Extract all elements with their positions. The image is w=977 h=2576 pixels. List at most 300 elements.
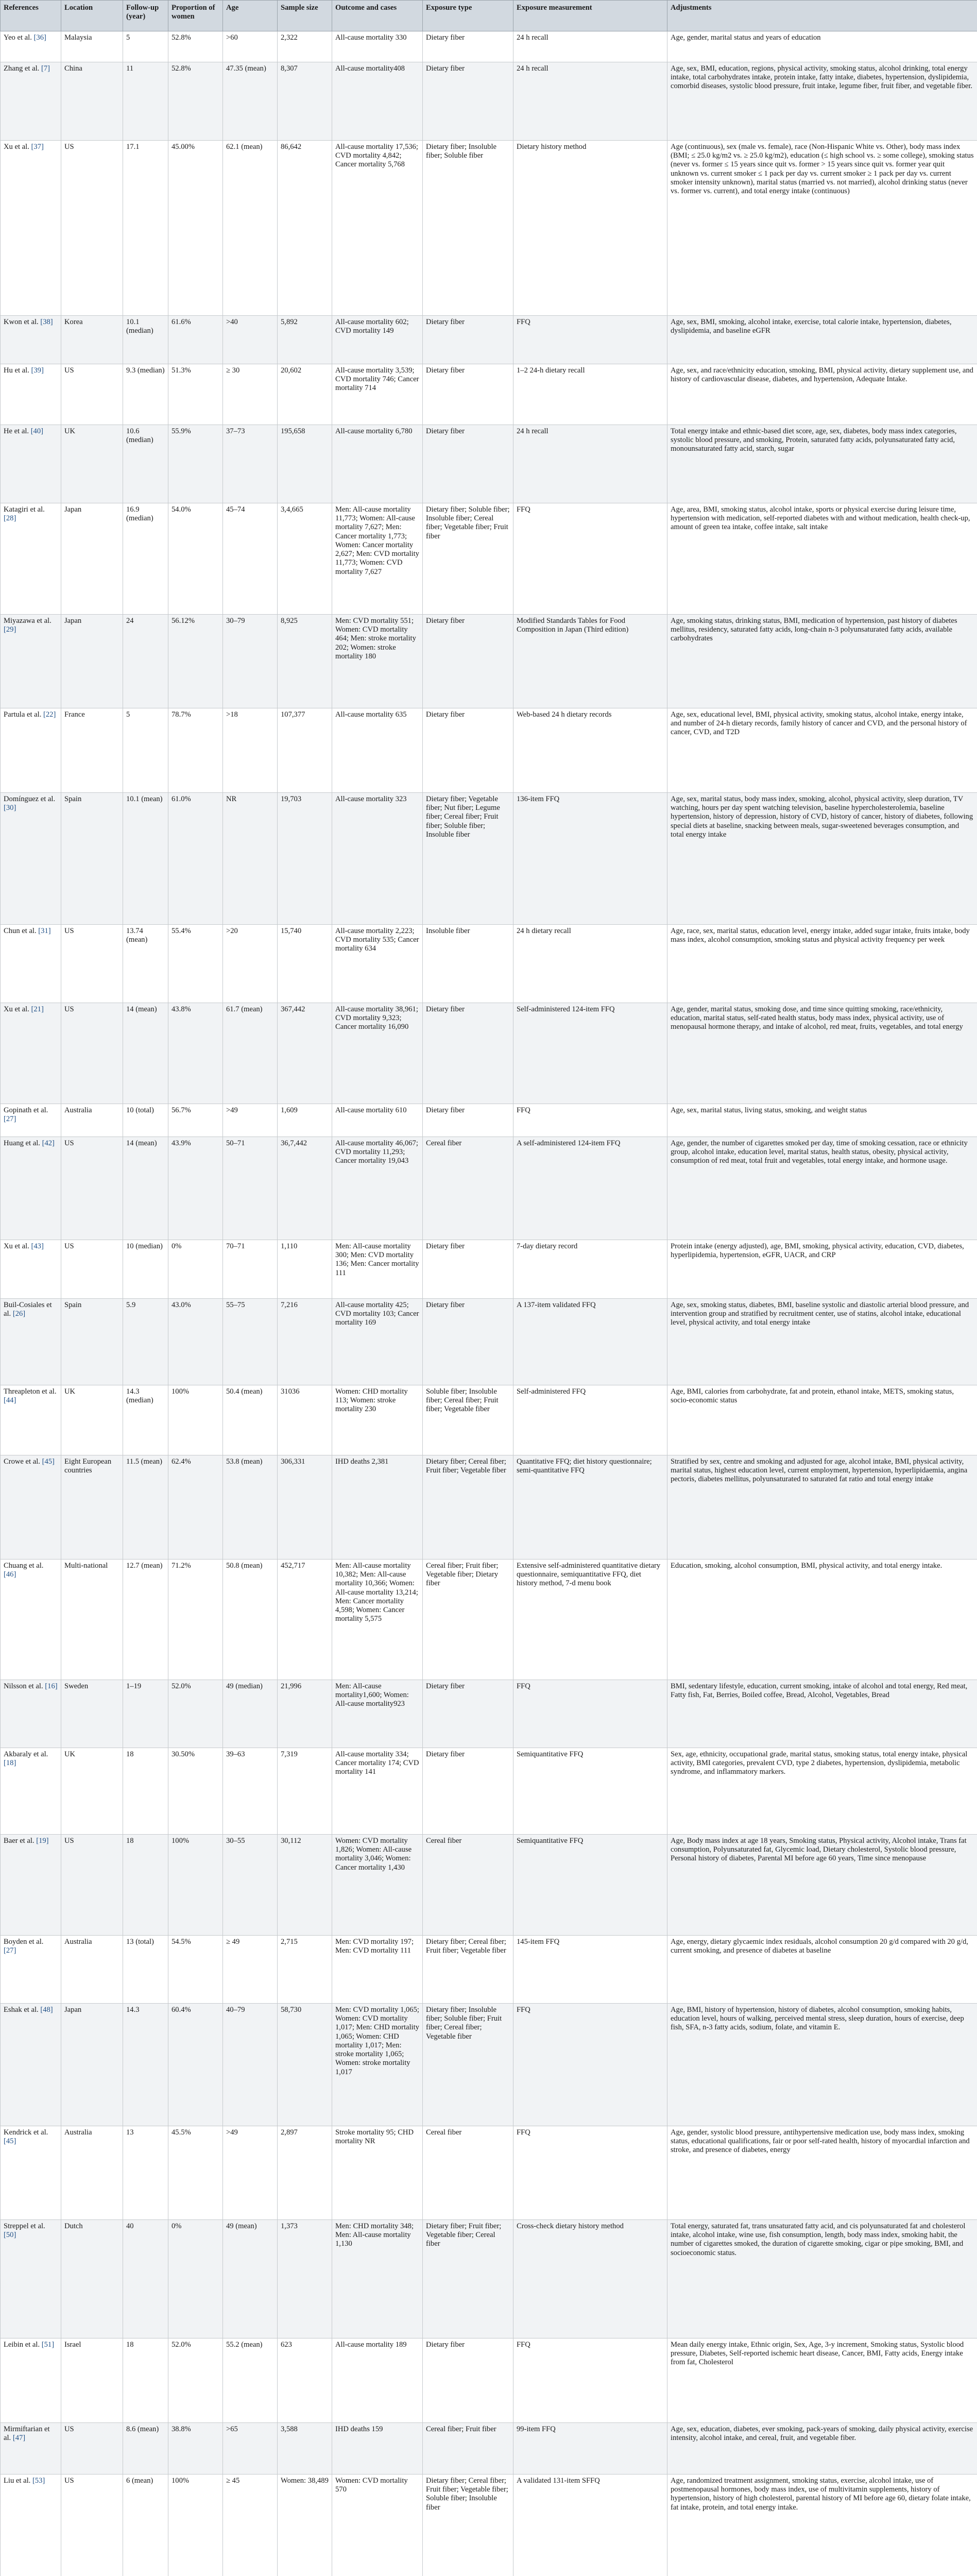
cell-location: US <box>61 1137 123 1240</box>
cell-reference <box>1 1385 61 1455</box>
reference-author: Kendrick et al. <box>4 2128 48 2137</box>
cell-exposure-type: Dietary fiber <box>423 615 513 708</box>
cell-proportion-women: 71.2% <box>168 1560 223 1680</box>
cell-follow-up: 10 (median) <box>123 1240 168 1299</box>
cell-exposure-measurement: Self-administered 124-item FFQ <box>513 1003 667 1104</box>
cell-reference <box>1 425 61 503</box>
cell-exposure-type: Dietary fiber; Cereal fiber; Fruit fiber; Vegetable fiber <box>423 1936 513 2004</box>
cell-location: Japan <box>61 503 123 615</box>
reference-link[interactable]: [53] <box>32 2477 45 2485</box>
reference-link[interactable]: [29] <box>4 625 16 634</box>
cell-exposure-measurement: Dietary history method <box>513 141 667 316</box>
cell-outcome-cases: Women: CVD mortality 570 <box>332 2475 423 2576</box>
cell-exposure-measurement: 24 h recall <box>513 31 667 62</box>
cell-adjustments: Age, sex, marital status, living status, smoking, and weight status <box>667 1104 977 1137</box>
reference-link[interactable]: [19] <box>36 1837 49 1845</box>
cell-exposure-type: Cereal fiber; Fruit fiber; Vegetable fiber; Dietary fiber <box>423 1560 513 1680</box>
reference-link[interactable]: [48] <box>40 2006 53 2014</box>
reference-link[interactable]: [30] <box>4 804 16 812</box>
cell-exposure-measurement: FFQ <box>513 316 667 364</box>
reference-link[interactable]: [31] <box>38 927 51 935</box>
reference-link[interactable]: [38] <box>40 318 53 326</box>
cell-exposure-measurement: FFQ <box>513 503 667 615</box>
cell-adjustments: Age, sex, and race/ethnicity education, smoking, BMI, physical activity, dietary supplement use, and history of cardiovascular disease, diabetes, and hypertension, Adequate Intake. <box>667 364 977 425</box>
cell-location: Australia <box>61 1104 123 1137</box>
cell-reference <box>1 1680 61 1748</box>
cell-proportion-women: 100% <box>168 2475 223 2576</box>
cell-age: NR <box>223 793 278 925</box>
reference-author: Buil-Cosiales et al. <box>4 1301 52 1318</box>
cell-exposure-measurement: 24 h dietary recall <box>513 925 667 1003</box>
cell-follow-up: 6 (mean) <box>123 2475 168 2576</box>
reference-author: Xu et al. <box>4 143 29 151</box>
cell-adjustments: Age, sex, smoking status, diabetes, BMI, baseline systolic and diastolic arterial blood pressure, and intervention group and stratified by recruitment center, use of statins, alcohol intake, educational level, physical activity, and total energy intake <box>667 1299 977 1385</box>
cell-exposure-measurement: FFQ <box>513 1680 667 1748</box>
cell-follow-up: 10.1 (mean) <box>123 793 168 925</box>
cell-age: 53.8 (mean) <box>223 1455 278 1560</box>
cell-outcome-cases: All-cause mortality 323 <box>332 793 423 925</box>
cell-reference <box>1 1748 61 1835</box>
cell-sample-size: 7,216 <box>278 1299 332 1385</box>
cell-sample-size: 30,112 <box>278 1835 332 1936</box>
cell-exposure-type: Dietary fiber; Soluble fiber; Insoluble fiber; Cereal fiber; Vegetable fiber; Fruit fiber <box>423 503 513 615</box>
cell-adjustments: Age, gender, systolic blood pressure, antihypertensive medication use, body mass index, smoking status, educational qualifications, fair or poor self-rated health, history of myocardial infarction and stroke, and presence of diabetes, energy <box>667 2126 977 2220</box>
cell-location: Eight European countries <box>61 1455 123 1560</box>
cell-proportion-women: 55.9% <box>168 425 223 503</box>
cell-location: US <box>61 2475 123 2576</box>
cell-adjustments: Age, Body mass index at age 18 years, Smoking status, Physical activity, Alcohol intake, Trans fat consumption, Polyunsaturated fat, Glycemic load, Dietary cholesterol, Systolic blood pressure, Personal history of diabetes, Parental MI before age 60 years, Time since menopause <box>667 1835 977 1936</box>
cell-exposure-type: Dietary fiber <box>423 2338 513 2423</box>
cell-proportion-women: 43.9% <box>168 1137 223 1240</box>
table-row <box>1 62 977 141</box>
cell-age: 62.1 (mean) <box>223 141 278 316</box>
cell-reference <box>1 503 61 615</box>
cell-adjustments: Stratified by sex, centre and smoking and adjusted for age, alcohol intake, BMI, physical activity, marital status, highest education level, current employment, hypertension, hyperlipidaemia, angina pectoris, diabetes mellitus, polyunsaturated to saturated fat ratio and total energy intake <box>667 1455 977 1560</box>
cell-age: >49 <box>223 2126 278 2220</box>
reference-link[interactable]: [36] <box>33 33 46 42</box>
reference-author: Mirmiftarian et al. <box>4 2425 50 2443</box>
cell-follow-up: 18 <box>123 2338 168 2423</box>
cell-follow-up: 18 <box>123 1835 168 1936</box>
reference-link[interactable]: [27] <box>4 1115 16 1124</box>
reference-link[interactable]: [7] <box>41 64 50 73</box>
cell-adjustments: BMI, sedentary lifestyle, education, current smoking, intake of alcohol and total energy, Red meat, Fatty fish, Fat, Berries, Boiled coffee, Bread, Alcohol, Vegetables, Bread <box>667 1680 977 1748</box>
reference-author: Yeo et al. <box>4 33 32 42</box>
cell-outcome-cases: All-cause mortality 334; Cancer mortality 174; CVD mortality 141 <box>332 1748 423 1835</box>
cell-outcome-cases: Men: CHD mortality 348; Men: All-cause mortality 1,130 <box>332 2220 423 2338</box>
table-row <box>1 2220 977 2338</box>
reference-author: Hu et al. <box>4 366 29 375</box>
cell-exposure-type: Dietary fiber <box>423 31 513 62</box>
table-row <box>1 2126 977 2220</box>
cell-location: UK <box>61 1748 123 1835</box>
cell-exposure-measurement: 24 h recall <box>513 62 667 141</box>
cell-proportion-women: 62.4% <box>168 1455 223 1560</box>
table-body <box>1 31 977 2576</box>
reference-author: Streppel et al. <box>4 2222 45 2230</box>
cell-reference <box>1 141 61 316</box>
cell-exposure-type: Dietary fiber; Cereal fiber; Fruit fiber; Vegetable fiber; Soluble fiber; Insoluble fiber <box>423 2475 513 2576</box>
cell-follow-up: 11.5 (mean) <box>123 1455 168 1560</box>
cell-outcome-cases: Women: CVD mortality 1,826; Women: All-cause mortality 3,046; Women: Cancer mortality 1,430 <box>332 1835 423 1936</box>
cell-sample-size: 5,892 <box>278 316 332 364</box>
reference-author: Partula et al. <box>4 710 42 719</box>
cell-sample-size: 2,715 <box>278 1936 332 2004</box>
reference-author: Crowe et al. <box>4 1458 40 1466</box>
reference-link[interactable]: [45] <box>42 1458 55 1466</box>
cell-reference <box>1 2004 61 2126</box>
reference-author: He et al. <box>4 427 29 435</box>
cell-age: >65 <box>223 2423 278 2475</box>
cell-location: Australia <box>61 1936 123 2004</box>
cell-proportion-women: 0% <box>168 1240 223 1299</box>
table-row <box>1 615 977 708</box>
table-row <box>1 2338 977 2423</box>
table-row <box>1 316 977 364</box>
cell-age: 70–71 <box>223 1240 278 1299</box>
cell-exposure-measurement: FFQ <box>513 2126 667 2220</box>
cell-age: 50.4 (mean) <box>223 1385 278 1455</box>
reference-link[interactable]: [44] <box>4 1396 16 1405</box>
reference-link[interactable]: [50] <box>4 2231 16 2240</box>
cell-exposure-type: Dietary fiber; Insoluble fiber; Soluble fiber; Fruit fiber; Cereal fiber; Vegetable fiber <box>423 2004 513 2126</box>
reference-link[interactable]: [16] <box>45 1682 58 1690</box>
cell-outcome-cases: All-cause mortality 610 <box>332 1104 423 1137</box>
cell-age: ≥ 49 <box>223 1936 278 2004</box>
cell-proportion-women: 30.50% <box>168 1748 223 1835</box>
cell-location: US <box>61 1835 123 1936</box>
table-row <box>1 364 977 425</box>
cell-follow-up: 5.9 <box>123 1299 168 1385</box>
table-header <box>1 1 977 31</box>
reference-author: Domínguez et al. <box>4 795 56 803</box>
cell-exposure-measurement: 99-item FFQ <box>513 2423 667 2475</box>
cell-outcome-cases: Men: CVD mortality 1,065; Women: CVD mortality 1,017; Men: CHD mortality 1,065; Women: CHD mortality 1,017; Men: stroke mortality 1,065; Women: stroke mortality 1,017 <box>332 2004 423 2126</box>
cell-reference <box>1 364 61 425</box>
reference-author: Gopinath et al. <box>4 1106 48 1114</box>
cell-adjustments: Age, sex, marital status, body mass index, smoking, alcohol, physical activity, sleep duration, TV watching, hours per day spent watching television, baseline hypercholesterolemia, baseline hypertension, history of depression, history of CVD, history of cancer, history of diabetes, following special diets at baseline, snacking between meals, sugar-sweetened beverages consumption, and total energy intake <box>667 793 977 925</box>
cell-sample-size: 3,588 <box>278 2423 332 2475</box>
cell-outcome-cases: Men: CVD mortality 197; Men: CVD mortality 111 <box>332 1936 423 2004</box>
reference-link[interactable]: [42] <box>42 1139 55 1147</box>
cell-follow-up: 16.9 (median) <box>123 503 168 615</box>
reference-author: Leibin et al. <box>4 2341 40 2349</box>
cell-reference <box>1 1936 61 2004</box>
cell-exposure-measurement: 145-item FFQ <box>513 1936 667 2004</box>
cell-outcome-cases: All-cause mortality408 <box>332 62 423 141</box>
cell-exposure-type: Cereal fiber <box>423 1137 513 1240</box>
cell-sample-size: 58,730 <box>278 2004 332 2126</box>
cell-exposure-measurement: 1–2 24-h dietary recall <box>513 364 667 425</box>
cell-outcome-cases: Women: CHD mortality 113; Women: stroke mortality 230 <box>332 1385 423 1455</box>
reference-link[interactable]: [46] <box>4 1570 16 1579</box>
cell-adjustments: Age, smoking status, drinking status, BMI, medication of hypertension, past history of diabetes mellitus, residency, saturated fatty acids, long-chain n-3 polyunsaturated fatty acids, available carbohydrates <box>667 615 977 708</box>
cell-reference <box>1 1137 61 1240</box>
cell-proportion-women: 0% <box>168 2220 223 2338</box>
cell-reference <box>1 31 61 62</box>
cell-location: Multi-national <box>61 1560 123 1680</box>
cell-proportion-women: 60.4% <box>168 2004 223 2126</box>
cell-follow-up: 18 <box>123 1748 168 1835</box>
cell-age: 37–73 <box>223 425 278 503</box>
cell-location: UK <box>61 1385 123 1455</box>
cell-location: China <box>61 62 123 141</box>
cell-exposure-measurement: Cross-check dietary history method <box>513 2220 667 2338</box>
cell-location: Israel <box>61 2338 123 2423</box>
cell-proportion-women: 51.3% <box>168 364 223 425</box>
cell-reference <box>1 793 61 925</box>
cell-follow-up: 8.6 (mean) <box>123 2423 168 2475</box>
cell-sample-size: 7,319 <box>278 1748 332 1835</box>
cell-exposure-type: Dietary fiber <box>423 316 513 364</box>
cell-follow-up: 14.3 (median) <box>123 1385 168 1455</box>
cell-exposure-type: Dietary fiber <box>423 1299 513 1385</box>
cell-outcome-cases: Men: All-cause mortality1,600; Women: All-cause mortality923 <box>332 1680 423 1748</box>
cell-proportion-women: 52.8% <box>168 62 223 141</box>
cell-exposure-measurement: FFQ <box>513 2338 667 2423</box>
cell-reference <box>1 615 61 708</box>
reference-link[interactable]: [39] <box>31 366 44 375</box>
cell-proportion-women: 45.5% <box>168 2126 223 2220</box>
table-row <box>1 1835 977 1936</box>
cell-age: >60 <box>223 31 278 62</box>
cell-exposure-measurement: Self-administered FFQ <box>513 1385 667 1455</box>
reference-link[interactable]: [45] <box>4 2137 16 2146</box>
cell-location: Dutch <box>61 2220 123 2338</box>
reference-link[interactable]: [51] <box>41 2341 55 2349</box>
cell-adjustments: Age, sex, BMI, education, regions, physical activity, smoking status, alcohol drinking, total energy intake, total carbohydrates intake, protein intake, fatty intake, diabetes, hypertension, dyslipidemia, comorbid diseases, systolic blood pressure, fruit intake, legume fiber, fruit fiber, and vegetable fiber. <box>667 62 977 141</box>
cell-reference <box>1 2423 61 2475</box>
cell-exposure-measurement: A 137-item validated FFQ <box>513 1299 667 1385</box>
cell-follow-up: 14.3 <box>123 2004 168 2126</box>
header-age: Age <box>223 1 278 31</box>
cell-exposure-measurement: A validated 131-item SFFQ <box>513 2475 667 2576</box>
cell-age: >40 <box>223 316 278 364</box>
table-row <box>1 2423 977 2475</box>
cell-follow-up: 11 <box>123 62 168 141</box>
cell-proportion-women: 52.0% <box>168 1680 223 1748</box>
reference-author: Katagiri et al. <box>4 505 45 514</box>
reference-author: Chun et al. <box>4 927 37 935</box>
cell-follow-up: 14 (mean) <box>123 1003 168 1104</box>
cell-sample-size: 3,4,665 <box>278 503 332 615</box>
cell-adjustments: Age, gender, marital status, smoking dose, and time since quitting smoking, race/ethnicity, education, marital status, self-rated health status, body mass index, physical activity, use of menopausal hormone therapy, and intake of alcohol, red meat, fruits, vegetables, and total energy <box>667 1003 977 1104</box>
cell-proportion-women: 100% <box>168 1835 223 1936</box>
cell-reference <box>1 708 61 793</box>
table-row <box>1 1104 977 1137</box>
cell-follow-up: 13 <box>123 2126 168 2220</box>
reference-link[interactable]: [22] <box>43 710 56 719</box>
table-row <box>1 1385 977 1455</box>
cell-age: ≥ 45 <box>223 2475 278 2576</box>
cell-exposure-type: Dietary fiber <box>423 708 513 793</box>
reference-author: Akbaraly et al. <box>4 1750 48 1758</box>
cell-reference <box>1 1104 61 1137</box>
cell-exposure-type: Cereal fiber; Fruit fiber <box>423 2423 513 2475</box>
cell-sample-size: 1,373 <box>278 2220 332 2338</box>
cell-exposure-measurement: A self-administered 124-item FFQ <box>513 1137 667 1240</box>
cell-adjustments: Age, sex, education, diabetes, ever smoking, pack-years of smoking, daily physical activity, exercise intensity, alcohol intake, and cereal, fruit, and vegetable fiber. <box>667 2423 977 2475</box>
cell-age: 49 (mean) <box>223 2220 278 2338</box>
header-row <box>1 1 977 31</box>
cell-outcome-cases: IHD deaths 2,381 <box>332 1455 423 1560</box>
cell-sample-size: 306,331 <box>278 1455 332 1560</box>
cell-proportion-women: 61.0% <box>168 793 223 925</box>
cell-reference <box>1 2338 61 2423</box>
cell-adjustments: Age, randomized treatment assignment, smoking status, exercise, alcohol intake, use of postmenopausal hormones, body mass index, use of multivitamin supplements, history of hypertension, history of high cholesterol, parental history of MI before age 60, dietary folate intake, fat intake, protein, and total energy intake. <box>667 2475 977 2576</box>
cell-location: US <box>61 1240 123 1299</box>
table-row <box>1 925 977 1003</box>
cell-exposure-measurement: 24 h recall <box>513 425 667 503</box>
cell-location: Japan <box>61 2004 123 2126</box>
reference-link[interactable]: [37] <box>31 143 44 151</box>
table-row <box>1 141 977 316</box>
cell-outcome-cases: All-cause mortality 46,067; CVD mortality 11,293; Cancer mortality 19,043 <box>332 1137 423 1240</box>
reference-link[interactable]: [28] <box>4 514 16 523</box>
cell-adjustments: Age, sex, BMI, smoking, alcohol intake, exercise, total calorie intake, hypertension, diabetes, dyslipidemia, and baseline eGFR <box>667 316 977 364</box>
cell-age: 30–79 <box>223 615 278 708</box>
table-row <box>1 425 977 503</box>
cell-proportion-women: 61.6% <box>168 316 223 364</box>
cell-outcome-cases: All-cause mortality 17,536; CVD mortality 4,842; Cancer mortality 5,768 <box>332 141 423 316</box>
cell-outcome-cases: All-cause mortality 635 <box>332 708 423 793</box>
cell-reference <box>1 1240 61 1299</box>
cell-exposure-measurement: Semiquantitative FFQ <box>513 1835 667 1936</box>
cell-location: Sweden <box>61 1680 123 1748</box>
cell-exposure-type: Soluble fiber; Insoluble fiber; Cereal fiber; Fruit fiber; Vegetable fiber <box>423 1385 513 1455</box>
cell-sample-size: 195,658 <box>278 425 332 503</box>
cell-outcome-cases: Men: All-cause mortality 300; Men: CVD mortality 136; Men: Cancer mortality 111 <box>332 1240 423 1299</box>
cell-proportion-women: 55.4% <box>168 925 223 1003</box>
cell-exposure-type: Dietary fiber <box>423 364 513 425</box>
cell-sample-size: 21,996 <box>278 1680 332 1748</box>
cell-exposure-type: Cereal fiber <box>423 1835 513 1936</box>
cell-adjustments: Age, energy, dietary glycaemic index residuals, alcohol consumption 20 g/d compared with 20 g/d, current smoking, and presence of diabetes at baseline <box>667 1936 977 2004</box>
header-proportion-women: Proportion of women <box>168 1 223 31</box>
cell-exposure-type: Dietary fiber <box>423 62 513 141</box>
cell-follow-up: 10 (total) <box>123 1104 168 1137</box>
cell-proportion-women: 56.12% <box>168 615 223 708</box>
table-row <box>1 1680 977 1748</box>
cell-proportion-women: 100% <box>168 1385 223 1455</box>
cell-sample-size: 1,609 <box>278 1104 332 1137</box>
cell-adjustments: Age, area, BMI, smoking status, alcohol intake, sports or physical exercise during leisure time, hypertension with medication, self-reported diabetes with and without medication, health check-up, amount of green tea intake, coffee intake, salt intake <box>667 503 977 615</box>
cell-follow-up: 1–19 <box>123 1680 168 1748</box>
table-row <box>1 31 977 62</box>
cell-outcome-cases: All-cause mortality 2,223; CVD mortality 535; Cancer mortality 634 <box>332 925 423 1003</box>
cell-age: 47.35 (mean) <box>223 62 278 141</box>
table-row <box>1 1240 977 1299</box>
cell-reference <box>1 316 61 364</box>
cell-follow-up: 5 <box>123 708 168 793</box>
reference-author: Xu et al. <box>4 1005 29 1013</box>
cell-follow-up: 12.7 (mean) <box>123 1560 168 1680</box>
cell-follow-up: 24 <box>123 615 168 708</box>
cell-reference <box>1 925 61 1003</box>
reference-author: Chuang et al. <box>4 1562 44 1570</box>
reference-author: Threapleton et al. <box>4 1387 57 1396</box>
cell-exposure-type: Dietary fiber <box>423 1240 513 1299</box>
cell-exposure-measurement: 7-day dietary record <box>513 1240 667 1299</box>
cell-adjustments: Age, gender, marital status and years of education <box>667 31 977 62</box>
reference-author: Huang et al. <box>4 1139 40 1147</box>
header-adjustments: Adjustments <box>667 1 977 31</box>
cell-exposure-type: Dietary fiber <box>423 425 513 503</box>
cell-adjustments: Age (continuous), sex (male vs. female), race (Non-Hispanic White vs. Other), body mass index (BMI; ≤ 25.0 kg/m2 vs. ≥ 25.0 kg/m2), education (≤ high school vs. ≥ some college), smoking status (never vs. former ≤ 15 years since quit vs. former > 15 years since quit vs. former year quit unknown vs. current smoker ≤ 1 pack per day vs. current smoker ≥ 1 pack per day vs. current smoker intensity unknown), marital status (married vs. not married), alcohol drinking status (never vs. former vs. current), and total energy intake (continuous) <box>667 141 977 316</box>
table-row <box>1 1455 977 1560</box>
cell-proportion-women: 52.8% <box>168 31 223 62</box>
table-row <box>1 1299 977 1385</box>
table-row <box>1 1748 977 1835</box>
reference-link[interactable]: [40] <box>30 427 44 435</box>
cell-proportion-women: 78.7% <box>168 708 223 793</box>
cell-proportion-women: 52.0% <box>168 2338 223 2423</box>
cell-exposure-type: Dietary fiber <box>423 1003 513 1104</box>
cell-reference <box>1 2475 61 2576</box>
cell-sample-size: Women: 38,489 <box>278 2475 332 2576</box>
cell-sample-size: 452,717 <box>278 1560 332 1680</box>
cell-exposure-type: Dietary fiber <box>423 1104 513 1137</box>
cell-sample-size: 1,110 <box>278 1240 332 1299</box>
cell-adjustments: Total energy, saturated fat, trans unsaturated fatty acid, and cis polyunsaturated fat and cholesterol intake, alcohol intake, wine use, fish consumption, length, body mass index, smoking habit, the number of cigarettes smoked, the duration of cigarette smoking, cigar or pipe smoking, BMI, and socioeconomic status. <box>667 2220 977 2338</box>
cell-reference <box>1 1003 61 1104</box>
reference-link[interactable]: [27] <box>4 1946 16 1955</box>
cell-outcome-cases: All-cause mortality 330 <box>332 31 423 62</box>
cell-exposure-measurement: Web-based 24 h dietary records <box>513 708 667 793</box>
cell-exposure-type: Cereal fiber <box>423 2126 513 2220</box>
cell-exposure-measurement: FFQ <box>513 2004 667 2126</box>
reference-link[interactable]: [47] <box>12 2434 26 2443</box>
reference-link[interactable]: [43] <box>31 1242 44 1250</box>
reference-link[interactable]: [21] <box>31 1005 44 1013</box>
reference-link[interactable]: [18] <box>4 1759 16 1768</box>
cell-follow-up: 40 <box>123 2220 168 2338</box>
cell-exposure-type: Dietary fiber; Vegetable fiber; Nut fiber; Legume fiber; Cereal fiber; Fruit fiber; Soluble fiber; Insoluble fiber <box>423 793 513 925</box>
cell-location: Korea <box>61 316 123 364</box>
cell-exposure-type: Insoluble fiber <box>423 925 513 1003</box>
reference-link[interactable]: [26] <box>12 1310 26 1318</box>
cell-sample-size: 36,7,442 <box>278 1137 332 1240</box>
cell-sample-size: 367,442 <box>278 1003 332 1104</box>
cell-reference <box>1 1299 61 1385</box>
cell-exposure-measurement: Extensive self-administered quantitative dietary questionnaire, semiquantitative FFQ, diet history method, 7-d menu book <box>513 1560 667 1680</box>
cell-outcome-cases: All-cause mortality 189 <box>332 2338 423 2423</box>
cell-adjustments: Age, BMI, calories from carbohydrate, fat and protein, ethanol intake, METS, smoking status, socio-economic status <box>667 1385 977 1455</box>
reference-author: Boyden et al. <box>4 1938 44 1946</box>
cell-exposure-type: Dietary fiber; Fruit fiber; Vegetable fiber; Cereal fiber <box>423 2220 513 2338</box>
cell-proportion-women: 54.0% <box>168 503 223 615</box>
cell-sample-size: 2,897 <box>278 2126 332 2220</box>
cell-exposure-measurement: Semiquantitative FFQ <box>513 1748 667 1835</box>
header-location: Location <box>61 1 123 31</box>
header-exposure-type: Exposure type <box>423 1 513 31</box>
cell-age: >49 <box>223 1104 278 1137</box>
cell-age: 55.2 (mean) <box>223 2338 278 2423</box>
header-outcome-cases: Outcome and cases <box>332 1 423 31</box>
cell-reference <box>1 1835 61 1936</box>
cell-outcome-cases: All-cause mortality 602; CVD mortality 149 <box>332 316 423 364</box>
cell-proportion-women: 56.7% <box>168 1104 223 1137</box>
cell-sample-size: 8,925 <box>278 615 332 708</box>
cell-age: 55–75 <box>223 1299 278 1385</box>
cell-sample-size: 19,703 <box>278 793 332 925</box>
table-row <box>1 1936 977 2004</box>
cell-location: France <box>61 708 123 793</box>
cell-age: 61.7 (mean) <box>223 1003 278 1104</box>
reference-author: Xu et al. <box>4 1242 29 1250</box>
table-row <box>1 2004 977 2126</box>
cell-sample-size: 20,602 <box>278 364 332 425</box>
